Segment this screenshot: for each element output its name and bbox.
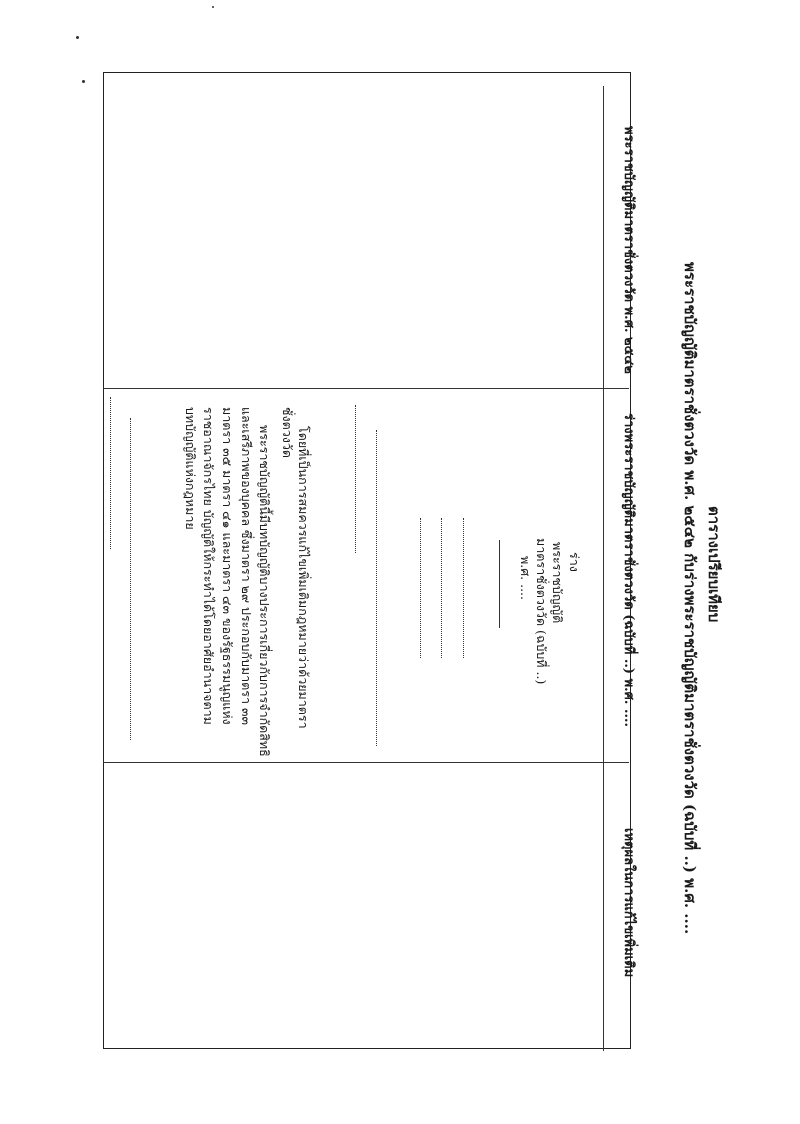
- draft-preamble-line: โดยที่เป็นการสมควรแก้ไขเพิ่มเติมกฎหมายว่าด้วยมาตรา: [296, 426, 311, 729]
- draft-heading-line: พ.ศ. ....: [518, 556, 533, 600]
- draft-preamble-line: มาตรา ๓๕ มาตรา ๔๑ และมาตรา ๔๓ ของรัฐธรรมนูญแห่ง: [220, 407, 235, 725]
- column-header-reason: เหตุผลในการแก้ไขเพิ่มเติม: [621, 828, 636, 978]
- blank-line: [130, 418, 131, 740]
- blank-line: [376, 430, 377, 746]
- scan-speck: [82, 80, 85, 83]
- draft-heading-line: มาตราชั่งตวงวัด (ฉบับที่ ..): [534, 538, 549, 685]
- draft-preamble-line: และเสรีภาพของบุคคล ซึ่งมาตรา ๒๙ ประกอบกับมาตรา ๓๓: [239, 407, 254, 726]
- blank-line: [110, 397, 111, 549]
- draft-preamble-line: ราชอาณาจักรไทย บัญญัติให้กระทำได้โดยอาศัยอำนาจตาม: [201, 407, 216, 725]
- blank-line: [441, 518, 442, 658]
- scan-speck: [76, 36, 79, 39]
- draft-preamble-line: ชั่งตวงวัด: [280, 407, 295, 458]
- draft-heading-rule: [499, 540, 500, 628]
- draft-preamble-line: บทบัญญัติแห่งกฎหมาย: [183, 407, 198, 530]
- blank-line: [463, 518, 464, 658]
- document-subtitle: พระราชบัญญัติมาตราชั่งตวงวัด พ.ศ. ๒๕๔๒ กับร่างพระราชบัญญัติมาตราชั่งตวงวัด (ฉบับที่ ..) พ.ศ. ....: [681, 262, 699, 935]
- column-divider-2: [103, 762, 629, 763]
- draft-preamble-line: พระราชบัญญัตินี้มีบทบัญญัติบางประการเกี่ยวกับการจำกัดสิทธิ: [257, 425, 272, 757]
- blank-line: [355, 405, 356, 553]
- column-header-current-act: พระราชบัญญัติมาตราชั่งตวงวัด พ.ศ. ๒๕๔๒: [621, 126, 636, 374]
- header-divider: [603, 86, 604, 1051]
- draft-heading-line: พระราชบัญญัติ: [550, 542, 565, 624]
- column-header-draft-act: ร่างพระราชบัญญัติมาตราชั่งตวงวัด (ฉบับที่ ..) พ.ศ. ....: [621, 413, 636, 728]
- draft-heading-line: ร่าง: [567, 552, 582, 572]
- scan-speck: [212, 6, 214, 8]
- document-title: ตารางเปรียบเทียบ: [705, 506, 723, 623]
- column-divider-1: [103, 388, 629, 389]
- blank-line: [420, 518, 421, 658]
